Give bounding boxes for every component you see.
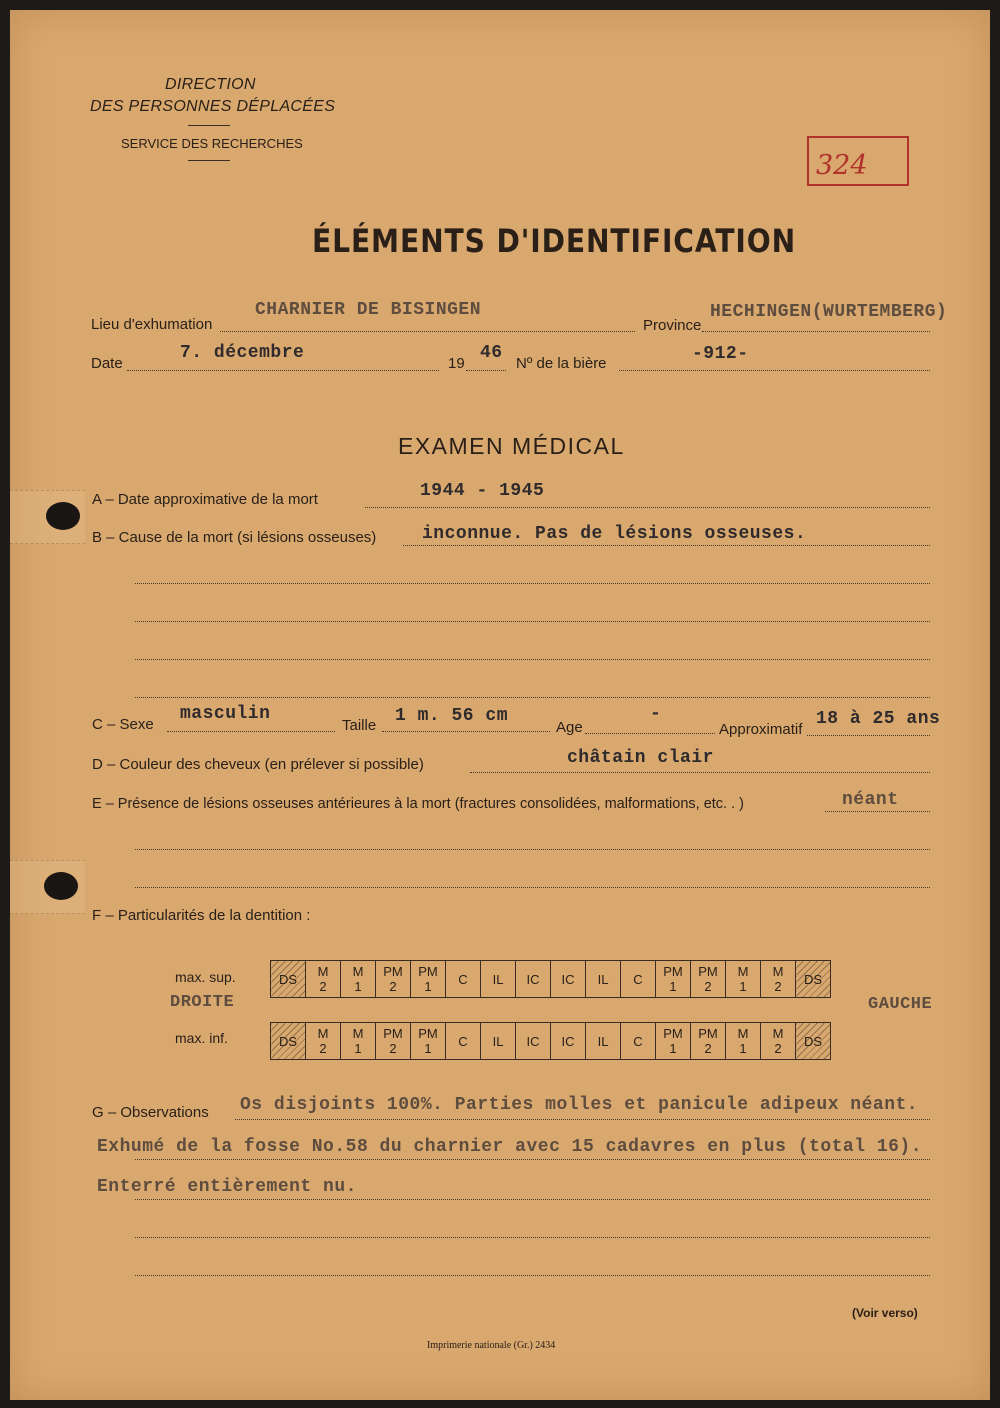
tooth-type: PM [663, 1026, 683, 1041]
sexe-value: masculin [180, 704, 271, 724]
tooth-cell [341, 1023, 376, 1060]
tooth-type: C [458, 1033, 468, 1049]
tooth-cell [551, 961, 586, 998]
tooth-type: PM [698, 1026, 718, 1041]
sexe-line [167, 730, 335, 732]
tooth-type: IC [526, 1033, 540, 1049]
tooth-cell [796, 1023, 831, 1060]
section-d-value: châtain clair [567, 748, 714, 768]
approx-value: 18 à 25 ans [816, 709, 941, 729]
tooth-type: C [633, 1033, 643, 1049]
approx-line [807, 734, 930, 736]
section-b-extra-line-4 [135, 696, 930, 698]
tooth-number: 2 [704, 1041, 712, 1056]
sexe-label: C – Sexe [92, 716, 154, 733]
form-sheet [10, 10, 990, 1400]
tooth-cell [481, 961, 516, 998]
tooth-type: DS [278, 1033, 298, 1049]
province-label: Province [643, 317, 702, 334]
tooth-cell [726, 961, 761, 998]
section-e-line [825, 810, 930, 812]
section-g-line-3 [135, 1198, 930, 1200]
max-inf-label: max. inf. [175, 1030, 228, 1046]
tooth-type: PM [698, 964, 718, 979]
section-e-label: E – Présence de lésions osseuses antérieures à la mort (fractures consolidées, malformations, etc. . ) [92, 796, 744, 812]
tooth-type: DS [803, 971, 823, 987]
observation-line-2: Exhumé de la fosse No.58 du charnier avec 15 cadavres en plus (total 16). [97, 1137, 923, 1157]
tooth-type: IL [492, 971, 504, 987]
section-b-extra-line-2 [135, 620, 930, 622]
tooth-cell [306, 1023, 341, 1060]
section-g-line-2 [135, 1158, 930, 1160]
tooth-cell [376, 961, 411, 998]
taille-label: Taille [342, 717, 377, 734]
biere-value: -912- [692, 344, 749, 364]
tooth-cell [376, 1023, 411, 1060]
tooth-type: M [737, 1026, 749, 1041]
header-rule-2 [188, 160, 230, 161]
section-e-extra-line-1 [135, 848, 930, 850]
tooth-number: 1 [739, 1041, 747, 1056]
taille-line [382, 730, 550, 732]
tooth-cell [446, 961, 481, 998]
voir-verso: (Voir verso) [852, 1306, 918, 1320]
tooth-type: M [737, 964, 749, 979]
section-b-extra-line-3 [135, 658, 930, 660]
section-b-value: inconnue. Pas de lésions osseuses. [422, 524, 807, 544]
reference-stamp-number: 324 [816, 150, 868, 181]
tooth-number: 2 [389, 979, 397, 994]
tooth-number: 1 [739, 979, 747, 994]
tooth-type: IL [597, 1033, 609, 1049]
tooth-type: DS [803, 1033, 823, 1049]
tooth-cell [341, 961, 376, 998]
tooth-type: IL [492, 1033, 504, 1049]
tooth-type: PM [418, 964, 438, 979]
observation-line-3: Enterré entièrement nu. [97, 1177, 357, 1197]
tooth-cell [306, 961, 341, 998]
tooth-cell [586, 1023, 621, 1060]
section-e-value: néant [842, 790, 899, 810]
tooth-type: M [317, 1026, 329, 1041]
section-g-line-1 [235, 1118, 930, 1120]
observation-line-1: Os disjoints 100%. Parties molles et panicule adipeux néant. [240, 1095, 919, 1115]
date-line [127, 369, 439, 371]
section-b-label: B – Cause de la mort (si lésions osseuses) [92, 529, 377, 546]
tooth-number: 2 [319, 1041, 327, 1056]
tooth-type: PM [383, 964, 403, 979]
section-g-label: G – Observations [92, 1104, 209, 1121]
section-g-line-5 [135, 1274, 930, 1276]
dental-chart-lower [270, 1022, 831, 1060]
header-direction: DIRECTION [165, 76, 256, 93]
tooth-number: 2 [319, 979, 327, 994]
tooth-type: DS [278, 971, 298, 987]
tooth-type: PM [418, 1026, 438, 1041]
biere-label: Nº de la bière [516, 355, 607, 372]
tooth-cell [796, 961, 831, 998]
tooth-cell [621, 961, 656, 998]
gauche-label: GAUCHE [868, 995, 933, 1014]
tooth-type: M [352, 964, 364, 979]
tooth-type: PM [663, 964, 683, 979]
tooth-cell [656, 1023, 691, 1060]
section-d-label: D – Couleur des cheveux (en prélever si possible) [92, 756, 424, 773]
taille-value: 1 m. 56 cm [395, 706, 509, 726]
tooth-number: 1 [424, 979, 432, 994]
tooth-type: M [772, 964, 784, 979]
section-a-line [365, 506, 930, 508]
exam-title: EXAMEN MÉDICAL [398, 433, 625, 459]
tooth-number: 2 [774, 979, 782, 994]
lieu-value: CHARNIER DE BISINGEN [255, 300, 482, 320]
tooth-cell [481, 1023, 516, 1060]
tooth-type: C [458, 971, 468, 987]
tooth-cell [621, 1023, 656, 1060]
tooth-cell [271, 961, 306, 998]
province-value: HECHINGEN(WURTEMBERG) [710, 302, 948, 322]
section-e-extra-line-2 [135, 886, 930, 888]
lieu-label: Lieu d'exhumation [91, 316, 213, 333]
dental-chart-upper [270, 960, 831, 998]
tooth-type: M [352, 1026, 364, 1041]
tooth-cell [271, 1023, 306, 1060]
punch-hole-top [46, 502, 80, 530]
tooth-type: IL [597, 971, 609, 987]
document-title: ÉLÉMENTS D'IDENTIFICATION [312, 222, 797, 260]
section-g-line-4 [135, 1236, 930, 1238]
tooth-number: 2 [389, 1041, 397, 1056]
tooth-type: IC [526, 971, 540, 987]
tooth-cell [761, 961, 796, 998]
printer-imprint: Imprimerie nationale (Gr.) 2434 [427, 1340, 556, 1351]
section-a-value: 1944 - 1945 [420, 481, 545, 501]
province-line [702, 330, 930, 332]
tooth-cell [586, 961, 621, 998]
header-service: SERVICE DES RECHERCHES [121, 136, 303, 151]
age-value: - [650, 704, 662, 724]
droite-label: DROITE [170, 993, 235, 1012]
tooth-cell [691, 961, 726, 998]
date-label: Date [91, 355, 123, 372]
header-rule [188, 125, 230, 126]
tooth-number: 1 [354, 979, 362, 994]
tooth-cell [656, 961, 691, 998]
age-line [585, 732, 715, 734]
tooth-type: PM [383, 1026, 403, 1041]
year-prefix: 19 [448, 355, 465, 372]
header-personnes-deplacees: DES PERSONNES DÉPLACÉES [90, 98, 336, 115]
tooth-cell [411, 1023, 446, 1060]
year-value: 46 [480, 343, 503, 363]
section-d-line [470, 771, 930, 773]
tooth-cell [446, 1023, 481, 1060]
tooth-cell [551, 1023, 586, 1060]
section-b-extra-line-1 [135, 582, 930, 584]
max-sup-label: max. sup. [175, 969, 236, 985]
lieu-line [220, 330, 635, 332]
section-f-label: F – Particularités de la dentition : [92, 907, 311, 924]
tooth-type: M [772, 1026, 784, 1041]
tooth-type: IC [561, 971, 575, 987]
tooth-cell [691, 1023, 726, 1060]
tooth-cell [411, 961, 446, 998]
approx-label: Approximatif [719, 721, 803, 738]
year-line [466, 369, 506, 371]
tooth-number: 2 [704, 979, 712, 994]
tooth-cell [761, 1023, 796, 1060]
tooth-number: 1 [669, 979, 677, 994]
tooth-number: 1 [354, 1041, 362, 1056]
tooth-cell [516, 961, 551, 998]
age-label: Age [556, 719, 583, 736]
tooth-number: 1 [669, 1041, 677, 1056]
biere-line [619, 369, 930, 371]
tooth-type: C [633, 971, 643, 987]
tooth-type: M [317, 964, 329, 979]
tooth-cell [726, 1023, 761, 1060]
section-a-label: A – Date approximative de la mort [92, 491, 318, 508]
date-value: 7. décembre [180, 343, 305, 363]
tooth-cell [516, 1023, 551, 1060]
tooth-number: 1 [424, 1041, 432, 1056]
tooth-type: IC [561, 1033, 575, 1049]
punch-hole-bottom [44, 872, 78, 900]
tooth-number: 2 [774, 1041, 782, 1056]
section-b-line [403, 544, 930, 546]
